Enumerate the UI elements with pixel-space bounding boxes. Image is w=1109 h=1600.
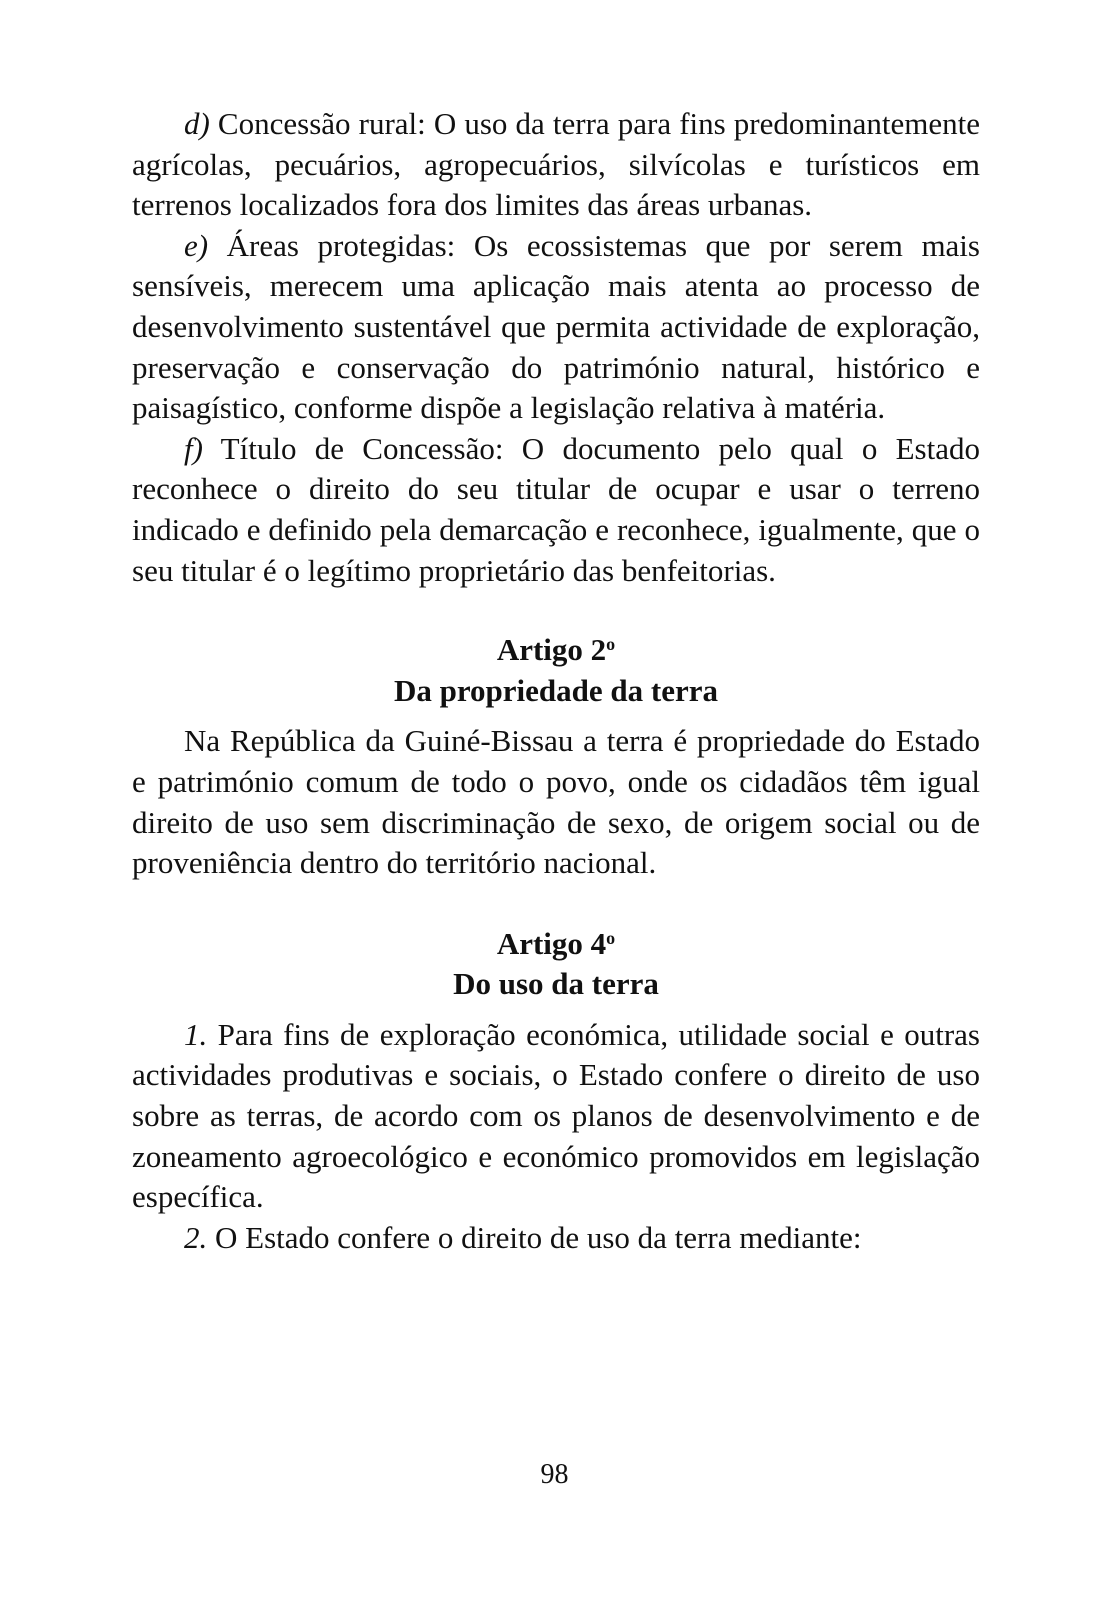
item-text: O Estado confere o direito de uso da terra mediante: <box>207 1219 862 1255</box>
article-2-heading <box>132 630 980 711</box>
definition-e <box>132 226 980 429</box>
definition-text: Concessão rural: O uso da terra para fins predominantemente agrícolas, pecuários, agropecuários, silvícolas e turísticos em terrenos localizados fora dos limites das áreas urbanas. <box>132 106 980 223</box>
definition-label: f) <box>184 430 203 466</box>
definition-label: d) <box>184 106 210 141</box>
article-number: Artigo 4$^o$ <box>496 925 616 961</box>
item-label: 1. <box>184 1016 208 1052</box>
definition-text: Título de Concessão: O documento pelo qual o Estado reconhece o direito do seu titular de ocupar e usar o terreno indicado e definido pela demarcação e reconhece, igualmente, que o seu titular é o legítimo proprietário das benfeitorias. <box>132 430 980 588</box>
definition-text: Áreas protegidas: Os ecossistemas que por serem mais sensíveis, merecem uma aplicação mais atenta ao processo de desenvolvimento sustentável que permita actividade de exploração, preservação e conservação do património natural, histórico e paisagístico, conforme dispõe a legislação relativa à matéria. <box>132 227 980 426</box>
definition-label: e) <box>184 227 209 263</box>
definition-f <box>132 429 980 591</box>
article-title: Do uso da terra <box>453 966 659 1002</box>
article-4-heading <box>132 924 980 1005</box>
definition-d <box>132 104 980 226</box>
article-2-body: Na República da Guiné-Bissau a terra é propriedade do Estado e património comum de todo o povo, onde os cidadãos têm igual direito de uso sem discriminação de sexo, de origem social ou de proveniência dentro do território nacional. <box>132 723 980 881</box>
page-content <box>132 104 980 1258</box>
item-label: 2. <box>184 1219 208 1255</box>
item-text: Para fins de exploração económica, utilidade social e outras actividades produtivas e sociais, o Estado confere o direito de uso sobre as terras, de acordo com os planos de desenvolvimento e de zoneamento agroecológico e económico promovidos em legislação específica. <box>132 1016 980 1215</box>
article-4-item-1 <box>132 1015 980 1218</box>
page-number: 98 <box>540 1459 569 1490</box>
article-title: Da propriedade da terra <box>393 672 719 708</box>
article-number: Artigo 2$^o$ <box>496 632 616 668</box>
article-4-item-2 <box>132 1218 980 1259</box>
